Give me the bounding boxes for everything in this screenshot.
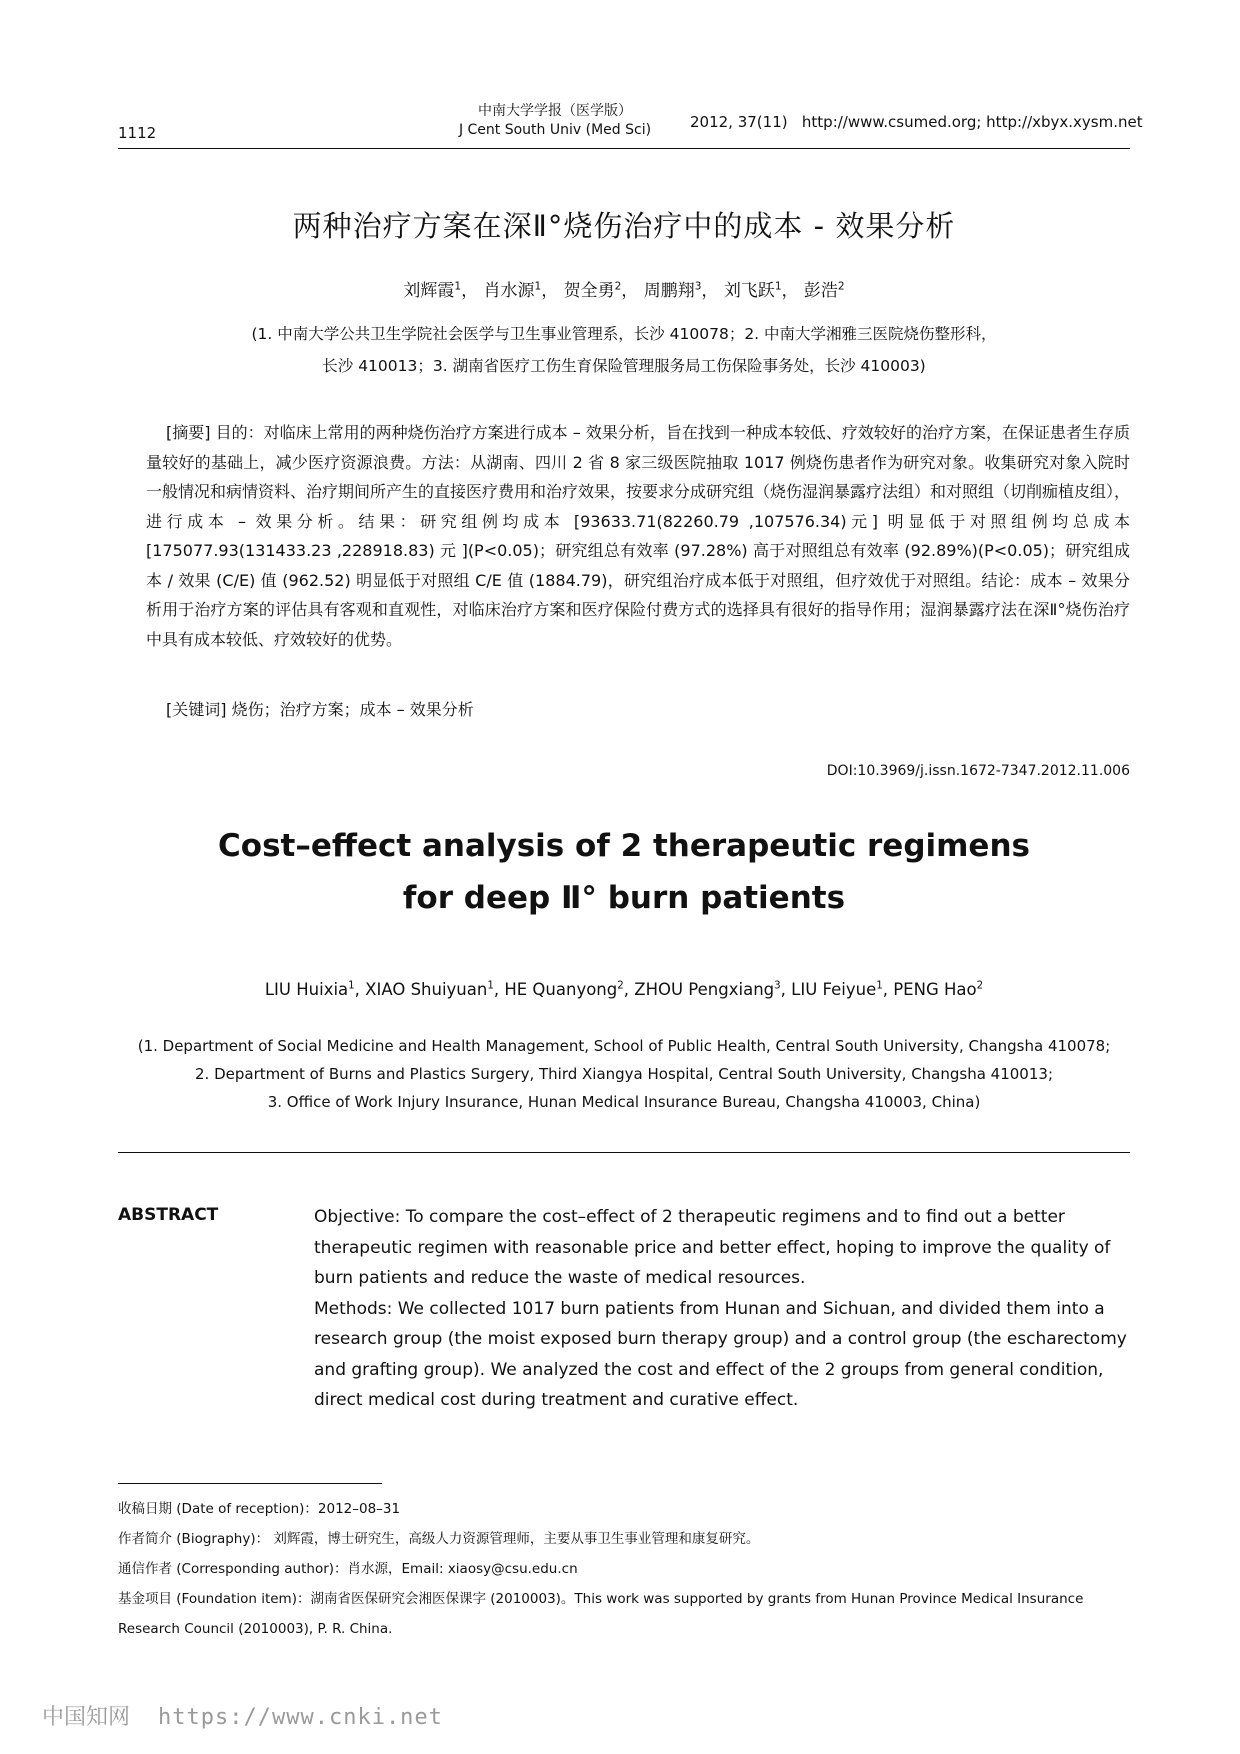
cn-author-aff: 1 xyxy=(534,280,542,293)
cn-authors: 刘辉霞$^1$， 肖水源$^1$， 贺全勇$^2$， 周鹏翔$^3$， 刘飞跃$^1$， 彭浩$^2$ xyxy=(403,280,845,301)
cn-affiliations xyxy=(118,318,1130,382)
cn-keywords: [关键词] 烧伤；治疗方案；成本 – 效果分析 xyxy=(166,700,474,719)
en-author-aff: 3 xyxy=(774,980,781,992)
cn-abstract-text: [摘要] 目的：对临床上常用的两种烧伤治疗方案进行成本 – 效果分析，旨在找到一种成本较低、疗效较好的治疗方案，在保证患者生存质量较好的基础上，减少医疗资源浪费。方法：从湖南、四川 2 省 8 家三级医院抽取 1017 例烧伤患者作为研究对象。收集研究对象入院时一般情况和病情资料、治疗期间所产生的直接医疗费用和治疗效果，按要求分成研究组（烧伤湿润暴露疗法组）和对照组（切削痂植皮组），进行成本 – 效果分析。结果：研究组例均成本 [93633.71(82260.79 ,107576.34)元] 明显低于对照组例均总成本 [175077.93(131433.23 ,228918.83) 元 ](P<0.05)；研究组总有效率 (97.28%) 高于对照组总有效率 (92.89%)(P<0.05)；研究组成本 / 效果 (C/E) 值 (962.52) 明显低于对照组 C/E 值 (1884.79)，研究组治疗成本低于对照组，但疗效优于对照组。结论：成本 – 效果分析用于治疗方案的评估具有客观和直观性，对临床治疗方案和医疗保险付费方式的选择具有很好的指导作用；湿润暴露疗法在深Ⅱ°烧伤治疗中具有成本较低、疗效较好的优势。 xyxy=(146,423,1131,649)
section-rule xyxy=(118,1152,1130,1153)
en-author: XIAO Shuiyuan xyxy=(365,980,488,999)
cnki-brand: 中国知网 xyxy=(42,1705,131,1730)
cn-affil-line: (1. 中南大学公共卫生学院社会医学与卫生事业管理系，长沙 410078；2. 中南大学湘雅三医院烧伤整形科， xyxy=(251,325,997,343)
en-author: LIU Huixia xyxy=(264,980,349,999)
journal-urls[interactable]: http://www.csumed.org; http://xbyx.xysm.net xyxy=(801,113,1143,131)
footnote-rule xyxy=(118,1483,382,1484)
cn-affil-line: 长沙 410013；3. 湖南省医疗工伤生育保险管理服务局工伤保险事务处，长沙 410003) xyxy=(322,357,926,375)
cn-author: 彭浩 xyxy=(803,281,838,301)
issue-number: 2012, 37(11) xyxy=(690,113,788,131)
journal-name xyxy=(440,102,670,140)
footnote-foundation: 基金项目 (Foundation item)：湖南省医保研究会湘医保课字 (2010003)。This work was supported by grants from Hunan Province Medical Insurance Research Council (2010003), P. R. China. xyxy=(118,1591,1084,1637)
cn-author-aff: 2 xyxy=(614,280,622,293)
journal-name-en: J Cent South Univ (Med Sci) xyxy=(458,122,652,138)
page-number: 1112 xyxy=(118,124,157,142)
en-affil-line: (1. Department of Social Medicine and Health Management, School of Public Health, Central South University, Changsha 410078; xyxy=(137,1037,1111,1055)
en-author-aff: 1 xyxy=(348,980,355,992)
footnote-biography: 作者简介 (Biography)： 刘辉霞，博士研究生，高级人力资源管理师，主要从事卫生事业管理和康复研究。 xyxy=(118,1531,760,1547)
en-author-aff: 1 xyxy=(487,980,494,992)
cn-author: 贺全勇 xyxy=(563,281,615,301)
doi[interactable]: DOI:10.3969/j.issn.1672-7347.2012.11.006 xyxy=(826,763,1130,779)
en-author-aff: 1 xyxy=(876,980,883,992)
en-affil-line: 3. Office of Work Injury Insurance, Hunan Medical Insurance Bureau, Changsha 410003, China) xyxy=(267,1093,981,1111)
en-author: PENG Hao xyxy=(893,980,977,999)
en-author: LIU Feiyue xyxy=(791,980,877,999)
en-author: ZHOU Pengxiang xyxy=(634,980,775,999)
en-affiliations xyxy=(118,1032,1130,1116)
cn-title: 两种治疗方案在深Ⅱ°烧伤治疗中的成本 - 效果分析 xyxy=(292,209,956,243)
header-rule xyxy=(118,148,1130,149)
cn-author-aff: 2 xyxy=(837,280,845,293)
en-abstract xyxy=(314,1202,1129,1416)
journal-name-cn: 中南大学学报（医学版） xyxy=(478,103,632,119)
footnote-corresponding: 通信作者 (Corresponding author)：肖水源，Email: xiaosy@csu.edu.cn xyxy=(118,1561,578,1577)
en-authors: LIU Huixia$^1$, XIAO Shuiyuan$^1$, HE Quanyong$^2$, ZHOU Pengxiang$^3$, LIU Feiyue$^1$, PENG Hao$^2$ xyxy=(264,980,984,999)
en-title xyxy=(118,820,1130,924)
en-affil-line: 2. Department of Burns and Plastics Surgery, Third Xiangya Hospital, Central South University, Changsha 410013; xyxy=(195,1065,1053,1083)
en-author-aff: 2 xyxy=(976,980,984,992)
cn-author: 肖水源 xyxy=(483,281,535,301)
en-abstract-objective: Objective: To compare the cost–effect of 2 therapeutic regimens and to find out a better therapeutic regimen with reasonable price and better effect, hoping to improve the quality of burn patients and reduce the waste of medical resources. xyxy=(314,1207,1111,1288)
cn-author: 刘辉霞 xyxy=(403,281,455,301)
abstract-label: ABSTRACT xyxy=(118,1205,219,1225)
cnki-watermark xyxy=(42,1700,443,1731)
cn-author-aff: 3 xyxy=(694,280,702,293)
en-author-aff: 2 xyxy=(617,980,624,992)
cn-author: 刘飞跃 xyxy=(723,281,775,301)
footnotes xyxy=(118,1494,1130,1644)
issue-info xyxy=(690,113,1143,131)
footnote-reception: 收稿日期 (Date of reception)：2012–08–31 xyxy=(118,1501,401,1517)
cnki-url[interactable]: https://www.cnki.net xyxy=(158,1705,443,1730)
cn-author-aff: 1 xyxy=(454,280,462,293)
cn-author-aff: 1 xyxy=(774,280,782,293)
en-title-line: for deep Ⅱ° burn patients xyxy=(402,880,846,916)
en-title-line: Cost–effect analysis of 2 therapeutic regimens xyxy=(218,828,1030,864)
cn-author: 周鹏翔 xyxy=(643,281,695,301)
en-abstract-methods: Methods: We collected 1017 burn patients from Hunan and Sichuan, and divided them into a research group (the moist exposed burn therapy group) and a control group (the escharectomy and grafting group). We analyzed the cost and effect of the 2 groups from general condition, direct medical cost during treatment and curative effect. xyxy=(314,1298,1127,1410)
cn-abstract xyxy=(146,418,1130,654)
en-author: HE Quanyong xyxy=(504,980,618,999)
